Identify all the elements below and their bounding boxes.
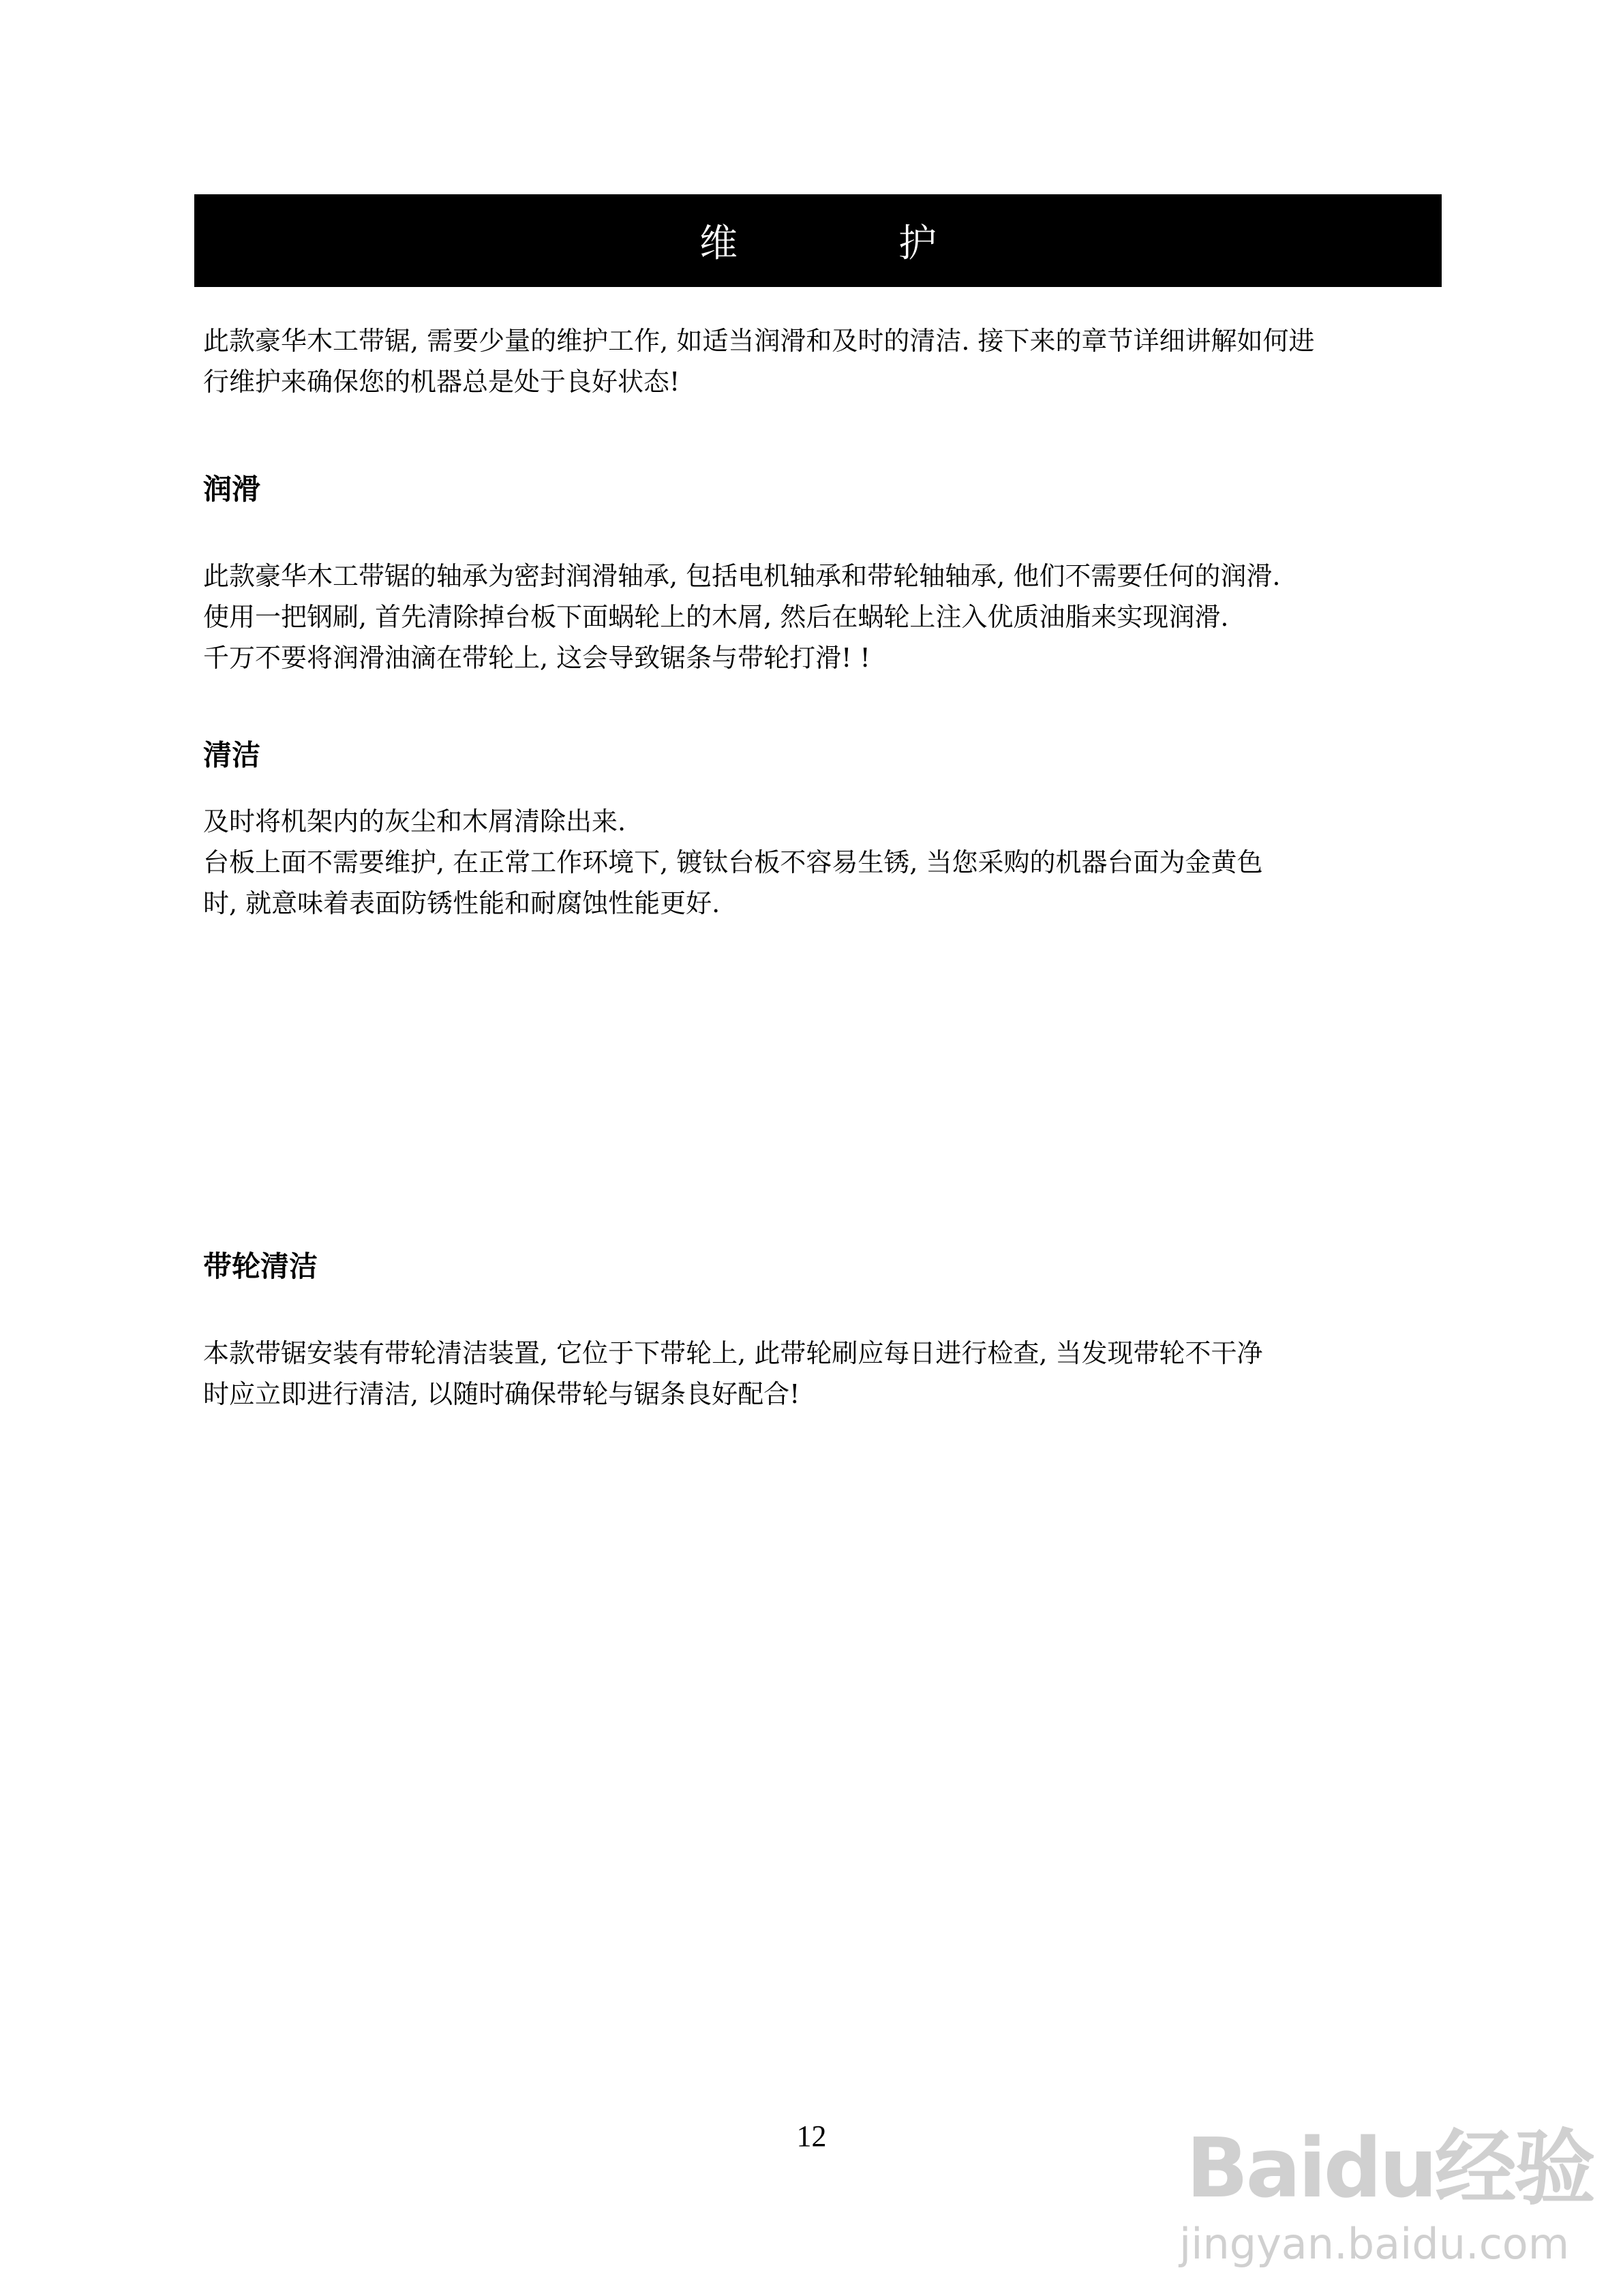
section-heading-cleaning: 清洁 bbox=[203, 738, 261, 772]
page-number: 12 bbox=[796, 2119, 827, 2153]
paragraph-line: 时应立即进行清洁, 以随时确保带轮与锯条良好配合! bbox=[203, 1379, 800, 1409]
title-bar bbox=[194, 194, 1442, 287]
paragraph-line: 此款豪华木工带锯的轴承为密封润滑轴承, 包括电机轴承和带轮轴轴承, 他们不需要任何的润滑. bbox=[203, 561, 1281, 591]
intro-paragraph bbox=[203, 320, 1430, 402]
paragraph-line: 千万不要将润滑油滴在带轮上, 这会导致锯条与带轮打滑! ! bbox=[203, 643, 870, 673]
page-title: 维 护 bbox=[699, 222, 998, 266]
paragraph-line: 台板上面不需要维护, 在正常工作环境下, 镀钛台板不容易生锈, 当您采购的机器台面为金黄色 bbox=[203, 847, 1263, 877]
paragraph-line: 使用一把钢刷, 首先清除掉台板下面蜗轮上的木屑, 然后在蜗轮上注入优质油脂来实现润滑. bbox=[203, 602, 1229, 632]
intro-line: 行维护来确保您的机器总是处于良好状态! bbox=[203, 367, 680, 397]
lubrication-paragraph bbox=[203, 556, 1430, 678]
baidu-watermark bbox=[1159, 2096, 1595, 2274]
section-heading-wheel-cleaning: 带轮清洁 bbox=[203, 1250, 318, 1283]
paragraph-line: 本款带锯安装有带轮清洁装置, 它位于下带轮上, 此带轮刷应每日进行检查, 当发现带轮不干净 bbox=[203, 1338, 1263, 1368]
paragraph-line: 时, 就意味着表面防锈性能和耐腐蚀性能更好. bbox=[203, 888, 721, 918]
section-heading-lubrication: 润滑 bbox=[203, 472, 261, 506]
wheel-cleaning-paragraph bbox=[203, 1333, 1430, 1415]
intro-line: 此款豪华木工带锯, 需要少量的维护工作, 如适当润滑和及时的清洁. 接下来的章节详细讲解如何进 bbox=[203, 326, 1315, 356]
cleaning-paragraph bbox=[203, 801, 1430, 924]
baidu-logo: Baidu经验 bbox=[1186, 2121, 1593, 2216]
paragraph-line: 及时将机架内的灰尘和木屑清除出来. bbox=[203, 806, 626, 836]
watermark-url: jingyan.baidu.com bbox=[1179, 2219, 1570, 2269]
